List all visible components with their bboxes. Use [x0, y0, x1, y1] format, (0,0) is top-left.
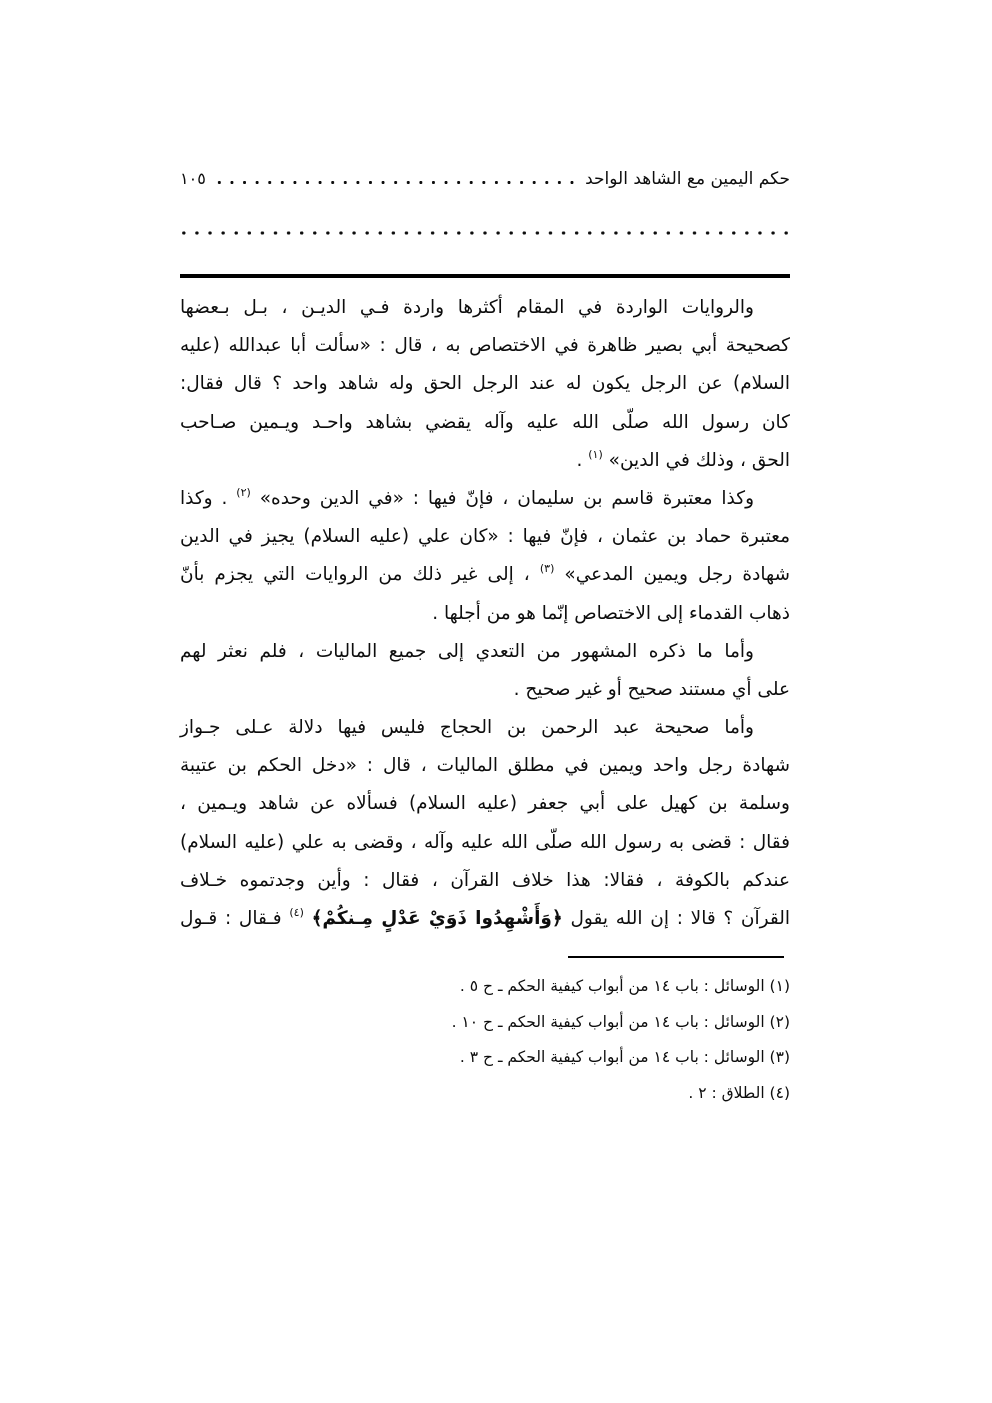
- text-line: شهادة رجل واحد ويمين في مطلق الماليات ، قال : «دخل الحكم بن عتيبة: [180, 755, 790, 777]
- footnote-marker: (٢): [236, 485, 251, 499]
- text-line: معتبرة حماد بن عثمان ، فإنّ فيها : «كان علي (عليه السلام) يجيز في الدين: [180, 526, 790, 548]
- header-leader-dots: [215, 179, 576, 186]
- footnote-marker: (٤): [289, 906, 304, 919]
- paragraph: [180, 633, 790, 709]
- header-rule: [180, 274, 790, 278]
- text-line: وأما صحيحة عبد الرحمن بن الحجاج فليس فيها دلالة عـلى جـواز: [180, 717, 754, 739]
- footnote-separator: [568, 956, 784, 958]
- text-line: شهادة رجل ويمين المدعي» $^{(٣)}$ ، إلى غير ذلك من الروايات التي يجزم بأنّ: [180, 562, 790, 586]
- body-text: [180, 289, 790, 938]
- text-line: كصحيحة أبي بصير ظاهرة في الاختصاص به ، قال : «سألت أبا عبدالله (عليه: [180, 335, 790, 357]
- paragraph: [180, 289, 790, 480]
- text-line: على أي مستند صحيح أو غير صحيح .: [513, 678, 790, 700]
- text-line: وأما ما ذكره المشهور من التعدي إلى جميع الماليات ، فلم نعثر لهم: [180, 640, 754, 662]
- paragraph: [180, 709, 790, 938]
- text-line: وكذا معتبرة قاسم بن سليمان ، فإنّ فيها : «في الدين وحده» $^{(٢)}$ . وكذا: [180, 485, 755, 509]
- running-title: حكم اليمين مع الشاهد الواحد: [585, 169, 790, 189]
- text-line: ذهاب القدماء إلى الاختصاص إنّما هو من أجلها .: [432, 602, 790, 624]
- footnote-marker: (٣): [539, 562, 555, 576]
- footnote-line: (١) الوسائل : باب ١٤ من أبواب كيفية الحكم ـ ح ٥ .: [459, 977, 790, 995]
- footnote-line: (٤) الطلاق : ٢ .: [688, 1083, 790, 1102]
- footnote-marker: (١): [588, 447, 603, 461]
- footnotes: [180, 969, 790, 1111]
- text-line: عندكم بالكوفة ، فقالا: هذا خلاف القرآن ، فقال : وأين وجدتموه خـلاف: [180, 869, 790, 891]
- text-line: القرآن ؟ قالا : إن الله يقول ﴿وَأَشْهِدُوا ذَوَيْ عَدْلٍ مِـنكُمْ﴾ $^{(٤)}$ فـقال : قـول: [180, 906, 790, 929]
- paragraph: [180, 480, 790, 633]
- quran-verse: ﴿وَأَشْهِدُوا ذَوَيْ عَدْلٍ مِـنكُمْ﴾: [311, 908, 563, 929]
- text-line: كان رسول الله صلّى الله عليه وآله يقضي بشاهد واحـد ويـمين صـاحب: [180, 411, 790, 433]
- text-line: السلام) عن الرجل يكون له عند الرجل الحق وله شاهد واحد ؟ قال فقال:: [180, 373, 790, 395]
- page-header: [180, 166, 790, 192]
- footnote-line: (٣) الوسائل : باب ١٤ من أبواب كيفية الحكم ـ ح ٣ .: [459, 1048, 790, 1066]
- dotted-separator: [180, 229, 790, 237]
- text-line: فقال : قضى به رسول الله صلّى الله عليه وآله ، وقضى به علي (عليه السلام): [180, 831, 790, 853]
- footnote-line: (٢) الوسائل : باب ١٤ من أبواب كيفية الحكم ـ ح ١٠ .: [451, 1012, 790, 1031]
- text-line: الحق ، وذلك في الدين» $^{(١)}$ .: [576, 447, 790, 471]
- text-line: والروايات الواردة في المقام أكثرها واردة فـي الديـن ، بـل بـعضها: [180, 297, 754, 318]
- page-number: ١٠٥: [180, 169, 206, 188]
- text-line: وسلمة بن كهيل على أبي جعفر (عليه السلام) فسألاه عن شاهد ويـمين ،: [180, 793, 790, 815]
